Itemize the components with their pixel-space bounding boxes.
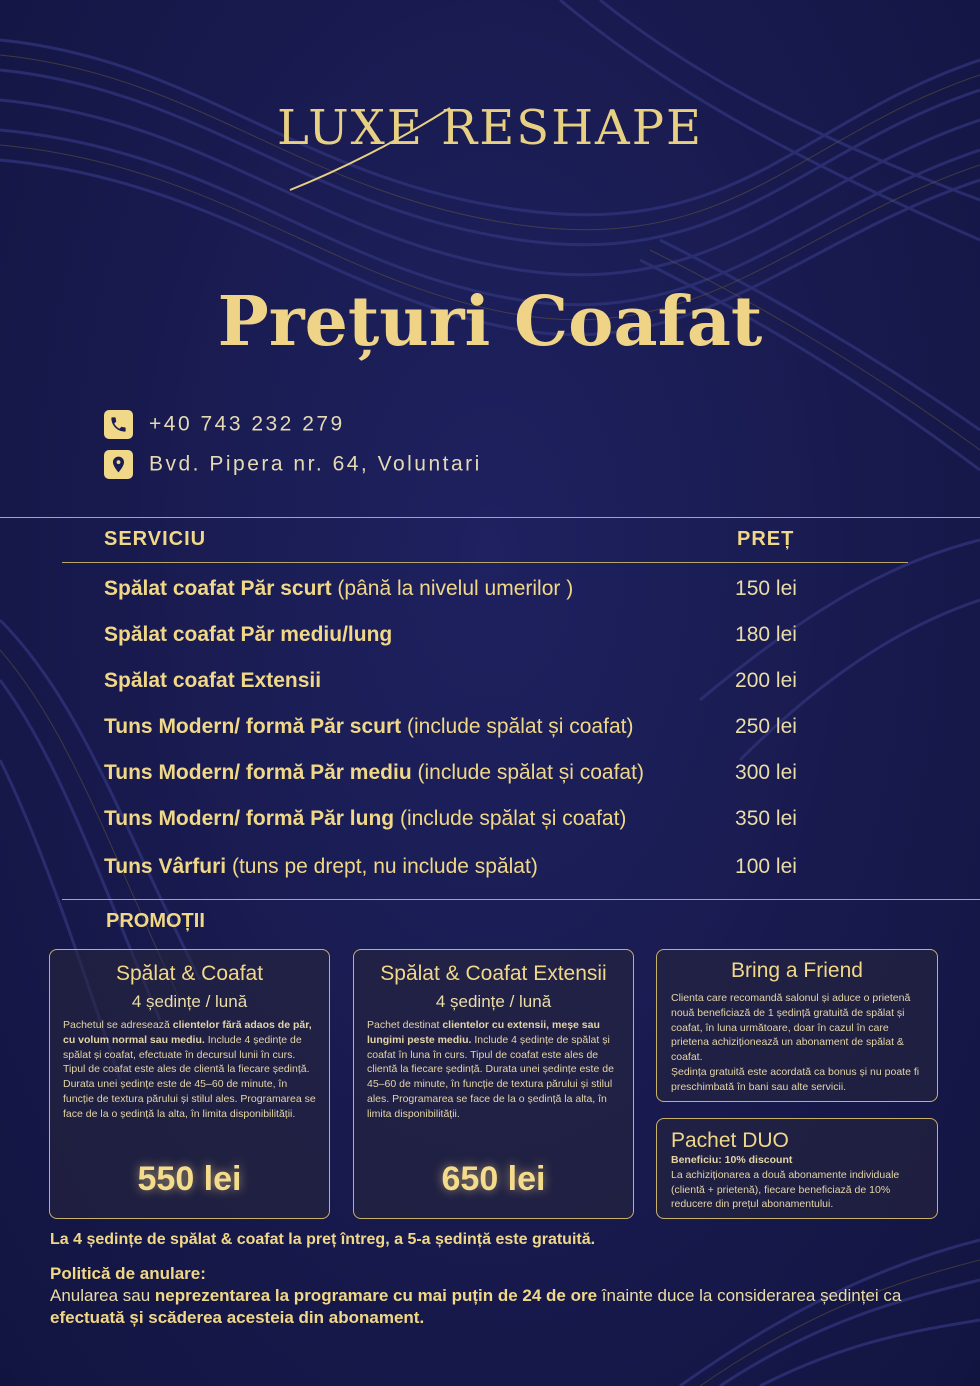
card-title: Pachet DUO [671, 1129, 789, 1152]
price-row [104, 623, 804, 647]
service-note: (include spălat și coafat) [401, 715, 634, 738]
service-price: 180 lei [735, 623, 797, 646]
card-title: Spălat & Coafat [115, 962, 264, 985]
header-service: SERVICIU [104, 528, 207, 550]
promo-card-bring-a-friend[interactable] [656, 949, 938, 1102]
card-title: Spălat & Coafat Extensii [380, 962, 607, 985]
card-subtitle: 4 ședințe / lună [435, 992, 552, 1011]
card-description-2: Ședința gratuită este acordată ca bonus și nu poate fi preschimbată în bani sau alte servicii. [671, 1065, 920, 1093]
contact-address[interactable] [104, 450, 482, 479]
service-name: Spălat coafat Păr scurt [104, 577, 332, 600]
price-row [104, 807, 804, 831]
policy-text: Anularea sau neprezentarea la programare cu mai puțin de 24 de ore înainte duce la considerarea ședinței ca efectuată și scăderea acesteia din abonament. [50, 1286, 902, 1327]
service-price: 300 lei [735, 761, 797, 784]
service-name: Tuns Modern/ formă Păr scurt [104, 715, 402, 738]
promo-card-extensii[interactable] [353, 949, 634, 1219]
service-price: 350 lei [735, 807, 797, 830]
service-price: 200 lei [735, 669, 797, 692]
card-subtitle: 4 ședințe / lună [131, 992, 248, 1011]
price-row [104, 761, 804, 785]
logo-text: LUXE RESHAPE [276, 100, 704, 156]
service-price: 250 lei [735, 715, 797, 738]
page-title: Prețuri Coafat [217, 282, 763, 362]
cancellation-policy [50, 1263, 940, 1329]
price-row [104, 715, 804, 739]
divider [62, 562, 908, 563]
service-note: (include spălat și coafat) [411, 761, 644, 784]
service-name: Spălat coafat Păr mediu/lung [104, 623, 393, 646]
service-name: Tuns Vârfuri [104, 855, 227, 878]
card-description: Pachetul se adresează clientelor fără adaos de păr, cu volum normal sau mediu. Include 4 ședințe de spălat și coafat, efectuate în decursul lunii în curs. Tipul de coafat este ales de clientă la fiecare ședință. Durata unei ședințe este de 45–60 de minute, în funcție de textura părului și stilul ales. Programarea se face de la o ședință la alta, în limita disponibilității. [63, 1019, 316, 1120]
card-benefit: Beneficiu: 10% discount [671, 1154, 793, 1166]
policy-heading: Politică de anulare: [50, 1264, 206, 1283]
service-price: 150 lei [735, 577, 797, 600]
card-description: Pachet destinat clientelor cu extensii, meșe sau lungimi peste mediu. Include 4 ședințe de spălat și coafat în luna în curs. Tipul de coafat este ales de clientă la fiecare ședință. Durata unei ședințe este de 45–60 de minute, în funcție de textura părului și stilul ales. Programarea se face de la o ședință la alta, în limita disponibilității. [367, 1019, 614, 1120]
promotions-title: PROMOȚII [106, 910, 205, 932]
divider [62, 899, 980, 900]
divider [0, 517, 980, 518]
logo-swoosh-icon [280, 100, 700, 200]
card-price: 550 lei [137, 1160, 242, 1198]
brand-logo [0, 100, 980, 156]
service-note: (până la nivelul umerilor ) [331, 577, 574, 600]
service-name: Tuns Modern/ formă Păr mediu [104, 761, 412, 784]
header-price: PREȚ [737, 528, 795, 550]
promo-card-spalat-coafat[interactable] [49, 949, 330, 1219]
card-description: La achiziționarea a două abonamente individuale (clientă + prietenă), fiecare beneficiază de 10% reducere din prețul abonamentului. [671, 1168, 900, 1211]
phone-number: +40 743 232 279 [149, 412, 345, 436]
price-row [104, 669, 804, 693]
contact-phone[interactable] [104, 410, 345, 439]
loyalty-note: La 4 ședințe de spălat & coafat la preț întreg, a 5-a ședință este gratuită. [50, 1231, 596, 1248]
card-price: 650 lei [441, 1160, 546, 1198]
price-row [104, 577, 804, 601]
service-name: Tuns Modern/ formă Păr lung [104, 807, 395, 830]
address-text: Bvd. Pipera nr. 64, Voluntari [149, 452, 482, 476]
map-pin-icon [104, 450, 133, 479]
service-note: (include spălat și coafat) [394, 807, 627, 830]
card-description: Clienta care recomandă salonul și aduce o prietenă nouă beneficiază de 1 ședință gratuită de spălat și coafat, în luna următoare, doar în cazul în care prietena achiziționează un abonament de spălat & coafat. [671, 992, 911, 1064]
service-note: (tuns pe drept, nu include spălat) [226, 855, 538, 878]
promo-card-pachet-duo[interactable] [656, 1118, 938, 1219]
price-row [104, 855, 804, 879]
service-name: Spălat coafat Extensii [104, 669, 322, 692]
card-title: Bring a Friend [731, 959, 863, 982]
service-price: 100 lei [735, 855, 797, 878]
phone-icon [104, 410, 133, 439]
